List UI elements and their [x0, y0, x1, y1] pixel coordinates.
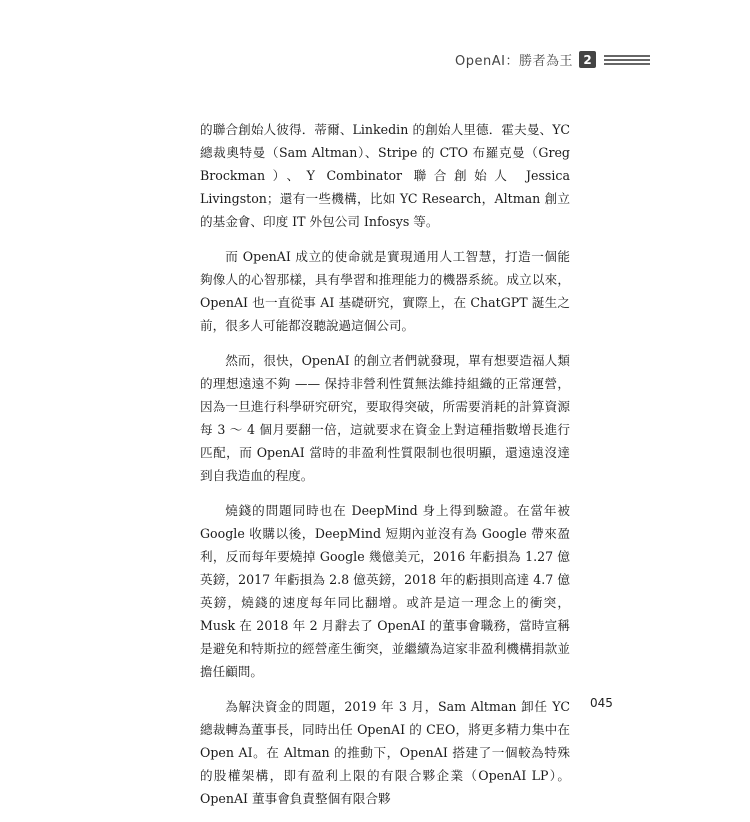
header-decoration [604, 55, 650, 65]
paragraph: 為解決資金的問題，2019 年 3 月，Sam Altman 卸任 YC 總裁轉為董事長，同時出任 OpenAI 的 CEO，將更多精力集中在 Open AI。在 Altman 的推動下，OpenAI 搭建了一個較為特殊的股權架構，即有盈利上限的有限合夥企業（OpenAI LP）。OpenAI 董事會負責整個有限合夥 [200, 699, 570, 806]
page-number: 045 [590, 696, 613, 710]
paragraph: 燒錢的問題同時也在 DeepMind 身上得到驗證。在當年被 Google 收購以後，DeepMind 短期內並沒有為 Google 帶來盈利，反而每年要燒掉 Google 幾億美元，2016 年虧損為 1.27 億英鎊，2017 年虧損為 2.8 億英鎊，2018 年的虧損則高達 4.7 億英鎊，燒錢的速度每年同比翻增。或許是這一理念上的衝突，Musk 在 2018 年 2 月辭去了 OpenAI 的董事會職務，當時宣稱是避免和特斯拉的經營產生衝突，並繼續為這家非盈利機構捐款並擔任顧問。 [200, 503, 570, 679]
paragraph: 而 OpenAI 成立的使命就是實現通用人工智慧，打造一個能夠像人的心智那樣，具有學習和推理能力的機器系統。成立以來，OpenAI 也一直從事 AI 基礎研究，實際上，在 ChatGPT 誕生之前，很多人可能都沒聽說過這個公司。 [200, 249, 570, 333]
chapter-number-badge: 2 [579, 51, 596, 68]
running-header [455, 50, 650, 69]
page-body [200, 118, 570, 822]
chapter-title: OpenAI：勝者為王 [455, 54, 573, 69]
paragraph: 然而，很快，OpenAI 的創立者們就發現，單有想要造福人類的理想遠遠不夠 —— 保持非營利性質無法維持組織的正常運營，因為一旦進行科學研究研究，要取得突破，所需要消耗的計算資源每 3 ～ 4 個月要翻一倍，這就要求在資金上對這種指數增長進行匹配，而 OpenAI 當時的非盈利性質限制也很明顯，還遠遠沒達到自我造血的程度。 [200, 353, 570, 483]
paragraph: 的聯合創始人彼得．蒂爾、Linkedin 的創始人里德．霍夫曼、YC 總裁奧特曼（Sam Altman）、Stripe 的 CTO 布羅克曼（Greg Brockman）、Y Combinator 聯合創始人 Jessica Livingston；還有一些機構，比如 YC Research，Altman 創立的基金會、印度 IT 外包公司 Infosys 等。 [200, 122, 570, 229]
